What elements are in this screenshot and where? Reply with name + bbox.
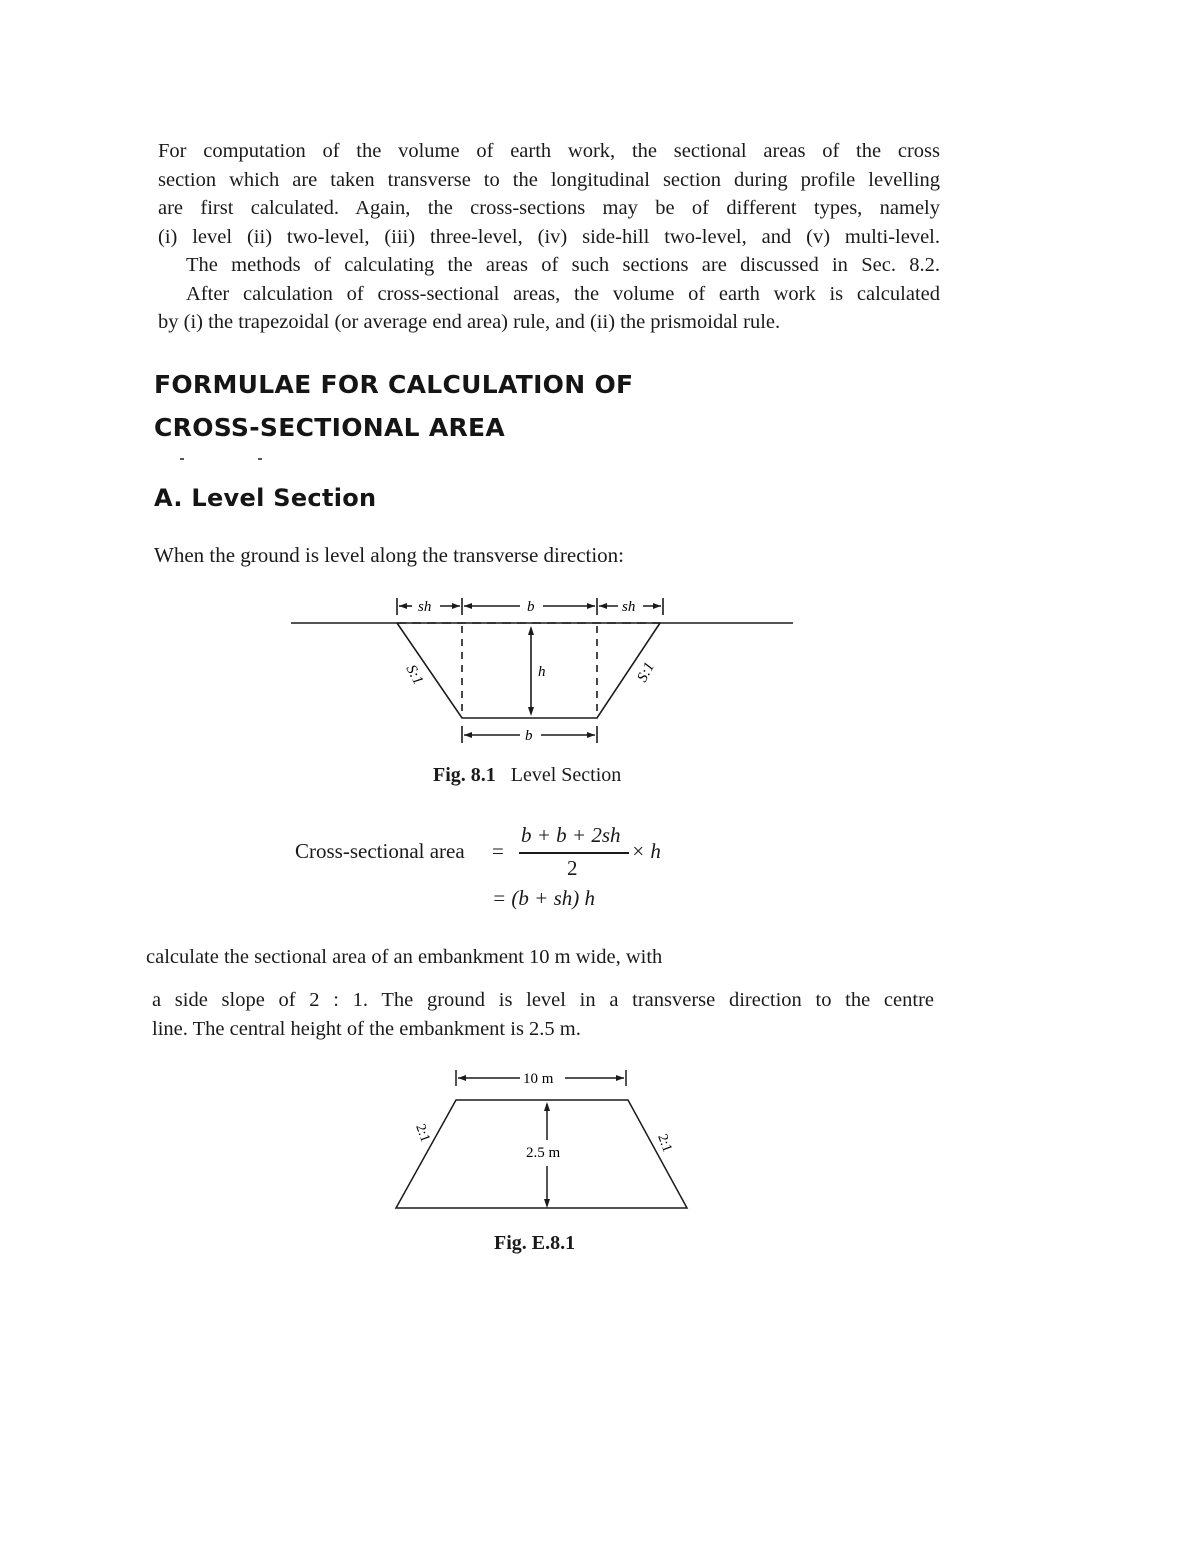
- section-outline: [397, 623, 660, 718]
- example-line-3: line. The central height of the embankment is 2.5 m.: [152, 1018, 581, 1040]
- formula-numerator: b + b + 2sh: [521, 823, 621, 847]
- figure-e-8-1-diagram: [390, 1064, 695, 1214]
- formula-second-line: = (b + sh) h: [492, 886, 596, 910]
- fraction-bar: [519, 852, 629, 854]
- intro-line-1: For computation of the volume of earth work, the sectional areas of the cross: [158, 140, 940, 162]
- intro-line-4: (i) level (ii) two-level, (iii) three-level, (iv) side-hill two-level, and (v) multi-level.: [158, 225, 940, 248]
- label-slope-right: S:1: [634, 659, 658, 685]
- example-paragraph: [152, 986, 934, 1044]
- label-h: h: [538, 664, 546, 680]
- label-b-bottom: b: [525, 728, 533, 744]
- label-slope-right-e81: 2:1: [654, 1132, 675, 1155]
- formula-lhs: Cross-sectional area: [295, 839, 465, 863]
- intro-line-7: by (i) the trapezoidal (or average end area) rule, and (ii) the prismoidal rule.: [158, 311, 781, 333]
- label-width: 10 m: [523, 1071, 554, 1087]
- label-sh-right: sh: [622, 599, 636, 615]
- formula-equals: =: [492, 839, 504, 863]
- intro-line-3: are first calculated. Again, the cross-sections may be of different types, namely: [158, 197, 940, 219]
- label-slope-left-e81: 2:1: [412, 1122, 433, 1145]
- figure-8-1-number: Fig. 8.1: [433, 764, 496, 786]
- figure-8-1-caption: [433, 764, 621, 787]
- figure-8-1-title: Level Section: [510, 764, 622, 786]
- stray-mark: [180, 458, 184, 460]
- label-slope-left: S:1: [402, 662, 426, 688]
- formula-times-h: × h: [631, 839, 661, 863]
- section-heading-line-1: FORMULAE FOR CALCULATION OF: [154, 370, 634, 399]
- subheading-level-section: A. Level Section: [154, 484, 377, 512]
- label-height: 2.5 m: [526, 1145, 561, 1161]
- level-intro-text: When the ground is level along the transverse direction:: [154, 543, 625, 567]
- section-heading-line-2: CROSS-SECTIONAL AREA: [154, 413, 506, 442]
- intro-line-5: The methods of calculating the areas of such sections are discussed in Sec. 8.2.: [186, 254, 940, 276]
- intro-line-6: After calculation of cross-sectional areas, the volume of earth work is calculated: [186, 282, 940, 305]
- intro-paragraph: [158, 137, 940, 337]
- example-line-1: calculate the sectional area of an embankment 10 m wide, with: [146, 946, 663, 968]
- arrowheads-e81: [458, 1075, 624, 1208]
- example-line-2: a side slope of 2 : 1. The ground is level in a transverse direction to the centre: [152, 989, 934, 1011]
- figure-8-1-diagram: [285, 588, 800, 748]
- intro-line-2: section which are taken transverse to the longitudinal section during profile levelling: [158, 168, 940, 191]
- formula-denominator: 2: [567, 856, 578, 880]
- label-b-top: b: [527, 599, 535, 615]
- figure-e-8-1-caption: Fig. E.8.1: [494, 1232, 576, 1254]
- label-sh-left: sh: [418, 599, 432, 615]
- stray-mark: [258, 458, 262, 460]
